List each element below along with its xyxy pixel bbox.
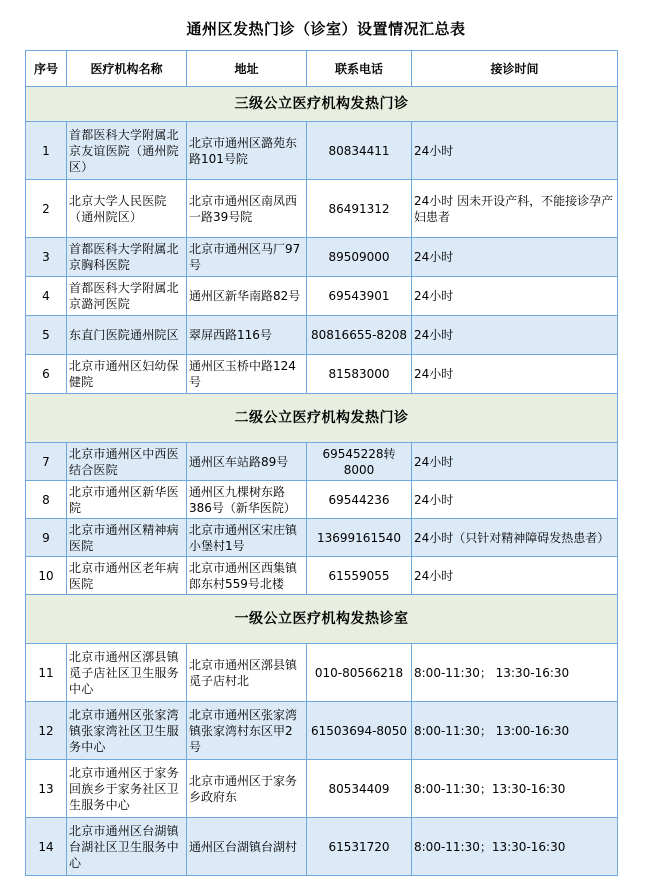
phone: 80834411 <box>307 122 412 180</box>
row-index: 6 <box>26 355 67 394</box>
address: 北京市通州区南凤西一路39号院 <box>187 180 307 238</box>
phone: 13699161540 <box>307 519 412 557</box>
phone: 80816655-8208 <box>307 316 412 355</box>
institution-name: 东直门医院通州院区 <box>67 316 187 355</box>
summary-table <box>25 50 618 876</box>
hours: 24小时（只针对精神障碍发热患者） <box>412 519 618 557</box>
row-index: 9 <box>26 519 67 557</box>
table-row <box>26 443 618 481</box>
hours: 24小时 <box>412 316 618 355</box>
phone: 81583000 <box>307 355 412 394</box>
address: 北京市通州区西集镇郎东村559号北楼 <box>187 557 307 595</box>
institution-name: 首都医科大学附属北京胸科医院 <box>67 238 187 277</box>
row-index: 12 <box>26 702 67 760</box>
table-row <box>26 760 618 818</box>
row-index: 11 <box>26 644 67 702</box>
hours: 24小时 <box>412 238 618 277</box>
table-row <box>26 238 618 277</box>
row-index: 5 <box>26 316 67 355</box>
hours: 24小时 因未开设产科，不能接诊孕产妇患者 <box>412 180 618 238</box>
header-phone: 联系电话 <box>307 51 412 87</box>
address: 通州区车站路89号 <box>187 443 307 481</box>
address: 通州区台湖镇台湖村 <box>187 818 307 876</box>
address: 北京市通州区漷县镇觅子店村北 <box>187 644 307 702</box>
row-index: 1 <box>26 122 67 180</box>
section-row <box>26 595 618 644</box>
phone: 86491312 <box>307 180 412 238</box>
phone: 69543901 <box>307 277 412 316</box>
row-index: 14 <box>26 818 67 876</box>
header-institution: 医疗机构名称 <box>67 51 187 87</box>
institution-name: 北京市通州区于家务回族乡于家务社区卫生服务中心 <box>67 760 187 818</box>
address: 北京市通州区马厂97号 <box>187 238 307 277</box>
institution-name: 北京市通州区新华医院 <box>67 481 187 519</box>
institution-name: 北京市通州区妇幼保健院 <box>67 355 187 394</box>
table-row <box>26 316 618 355</box>
address: 通州区玉桥中路124号 <box>187 355 307 394</box>
institution-name: 首都医科大学附属北京潞河医院 <box>67 277 187 316</box>
hours: 24小时 <box>412 481 618 519</box>
table-row <box>26 519 618 557</box>
table-row <box>26 277 618 316</box>
institution-name: 首都医科大学附属北京友谊医院（通州院区） <box>67 122 187 180</box>
table-header-row <box>26 51 618 87</box>
phone: 89509000 <box>307 238 412 277</box>
section-title: 一级公立医疗机构发热诊室 <box>26 595 618 644</box>
phone: 80534409 <box>307 760 412 818</box>
table-row <box>26 180 618 238</box>
section-row <box>26 87 618 122</box>
row-index: 10 <box>26 557 67 595</box>
header-address: 地址 <box>187 51 307 87</box>
institution-name: 北京市通州区台湖镇台湖社区卫生服务中心 <box>67 818 187 876</box>
phone: 69544236 <box>307 481 412 519</box>
address: 通州区新华南路82号 <box>187 277 307 316</box>
row-index: 3 <box>26 238 67 277</box>
table-row <box>26 355 618 394</box>
table-row <box>26 702 618 760</box>
row-index: 8 <box>26 481 67 519</box>
institution-name: 北京市通州区精神病医院 <box>67 519 187 557</box>
phone: 010-80566218 <box>307 644 412 702</box>
hours: 24小时 <box>412 122 618 180</box>
row-index: 13 <box>26 760 67 818</box>
section-row <box>26 394 618 443</box>
phone: 61503694-8050 <box>307 702 412 760</box>
hours: 8:00-11:30；13:30-16:30 <box>412 760 618 818</box>
institution-name: 北京市通州区老年病医院 <box>67 557 187 595</box>
table-row <box>26 557 618 595</box>
address: 北京市通州区潞苑东路101号院 <box>187 122 307 180</box>
hours: 24小时 <box>412 277 618 316</box>
phone: 61559055 <box>307 557 412 595</box>
address: 翠屏西路116号 <box>187 316 307 355</box>
hours: 24小时 <box>412 355 618 394</box>
header-index: 序号 <box>26 51 67 87</box>
hours: 8:00-11:30； 13:30-16:30 <box>412 644 618 702</box>
hours: 8:00-11:30；13:30-16:30 <box>412 818 618 876</box>
row-index: 2 <box>26 180 67 238</box>
row-index: 7 <box>26 443 67 481</box>
hours: 24小时 <box>412 557 618 595</box>
table-row <box>26 122 618 180</box>
section-title: 二级公立医疗机构发热门诊 <box>26 394 618 443</box>
address: 北京市通州区于家务乡政府东 <box>187 760 307 818</box>
address: 北京市通州区张家湾镇张家湾村东区甲2号 <box>187 702 307 760</box>
phone: 61531720 <box>307 818 412 876</box>
table-row <box>26 644 618 702</box>
phone: 69545228转8000 <box>307 443 412 481</box>
page-title: 通州区发热门诊（诊室）设置情况汇总表 <box>186 20 466 38</box>
institution-name: 北京市通州区张家湾镇张家湾社区卫生服务中心 <box>67 702 187 760</box>
institution-name: 北京大学人民医院（通州院区） <box>67 180 187 238</box>
header-hours: 接诊时间 <box>412 51 618 87</box>
institution-name: 北京市通州区漷县镇觅子店社区卫生服务中心 <box>67 644 187 702</box>
table-row <box>26 818 618 876</box>
row-index: 4 <box>26 277 67 316</box>
address: 通州区九棵树东路386号（新华医院） <box>187 481 307 519</box>
hours: 24小时 <box>412 443 618 481</box>
section-title: 三级公立医疗机构发热门诊 <box>26 87 618 122</box>
table-row <box>26 481 618 519</box>
address: 北京市通州区宋庄镇小堡村1号 <box>187 519 307 557</box>
institution-name: 北京市通州区中西医结合医院 <box>67 443 187 481</box>
hours: 8:00-11:30； 13:00-16:30 <box>412 702 618 760</box>
